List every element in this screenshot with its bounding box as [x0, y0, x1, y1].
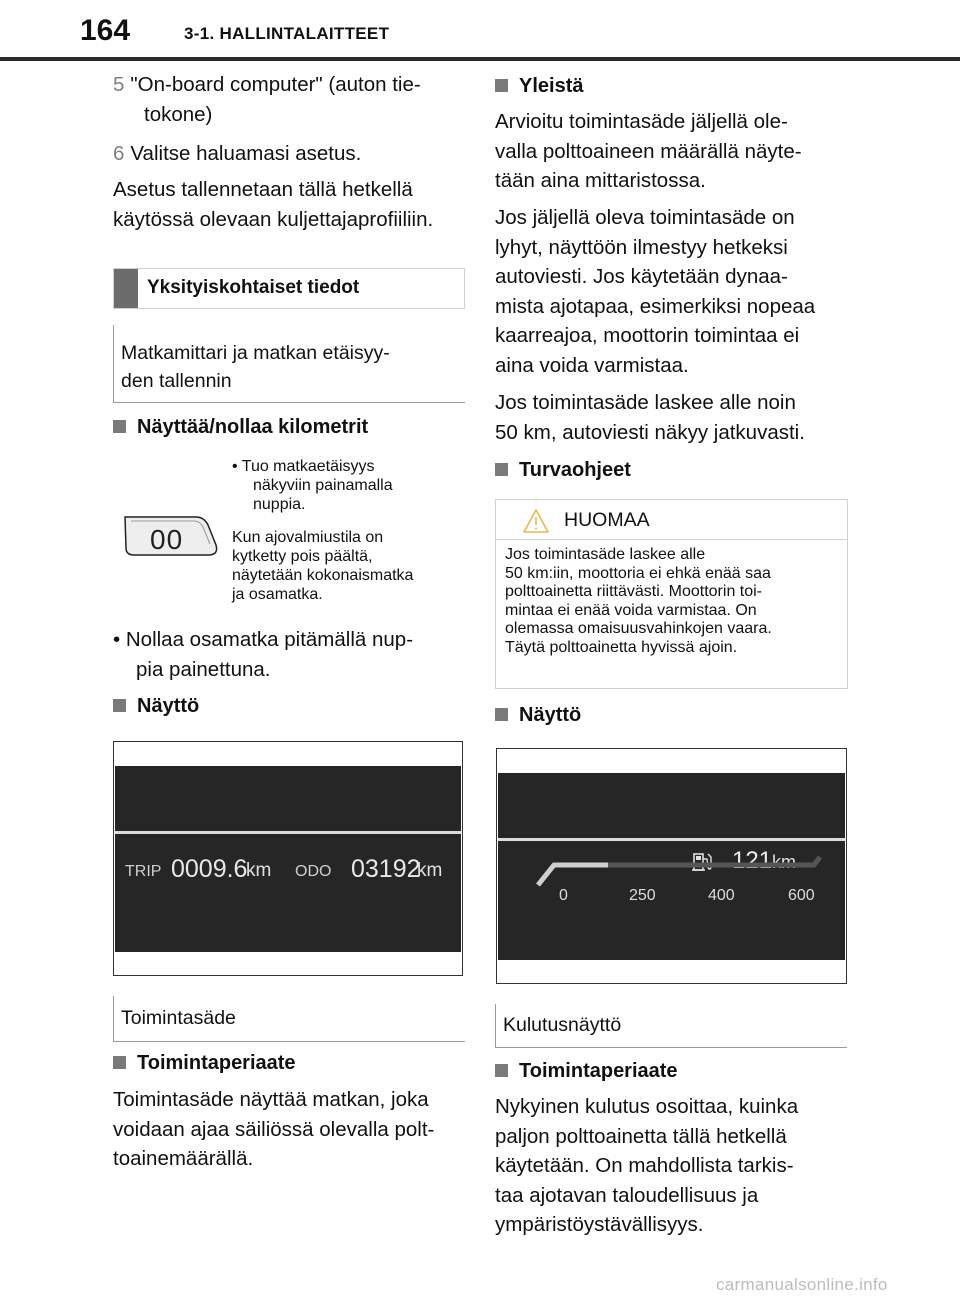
- warning-triangle-icon: [522, 508, 550, 534]
- warning-box: [495, 499, 848, 689]
- heading-display-right: [495, 702, 581, 728]
- text-line: tään aina mittaristossa.: [495, 169, 706, 192]
- text-line: näytetään kokonaismatka: [232, 567, 414, 584]
- text-line: Jos toimintasäde laskee alle noin: [495, 391, 796, 414]
- scale-tick-label: 250: [629, 887, 656, 904]
- text-line: aina voida varmistaa.: [495, 353, 689, 377]
- heading-text: Yleistä: [519, 75, 584, 97]
- detail-box-title: Yksityiskohtaiset tiedot: [147, 277, 360, 298]
- heading-text: Näyttö: [519, 704, 582, 726]
- text-line: autoviesti. Jos käytetään dynaa-: [495, 265, 788, 288]
- heading-square-icon: [495, 708, 508, 721]
- text-line: Nykyinen kulutus osoittaa, kuinka: [495, 1095, 799, 1118]
- display-line: [498, 838, 845, 841]
- trip-unit: km: [246, 860, 272, 881]
- warning-header: [496, 500, 847, 540]
- warning-text: [505, 546, 840, 658]
- section-title: 3-1. HALLINTALAITTEET: [184, 24, 390, 43]
- heading-text: Toimintaperiaate: [137, 1052, 296, 1074]
- trip-label: TRIP: [125, 863, 162, 880]
- consumption-caption: [495, 1004, 847, 1048]
- text-line: käytössä olevaan kuljettajaprofiiliin.: [113, 207, 434, 231]
- saved-paragraph: [113, 175, 483, 234]
- text-line: pia painettuna.: [136, 657, 271, 681]
- heading-general: [495, 73, 583, 99]
- knob-bullet: [232, 457, 467, 514]
- header-rule: [0, 57, 960, 61]
- text-line: Asetus tallennetaan tällä hetkellä: [113, 178, 413, 201]
- display-panel: [498, 773, 845, 960]
- heading-display-left: [113, 693, 199, 719]
- caption-line: Kulutusnäyttö: [503, 1014, 622, 1036]
- scale-tick-label: 400: [708, 887, 735, 904]
- text-line: ympäristöystävällisyys.: [495, 1213, 704, 1236]
- display-line: [115, 831, 461, 834]
- odo-unit: km: [417, 860, 443, 881]
- step-text: "On-board computer" (auton tie-: [130, 73, 421, 96]
- text-line: • Tuo matkaetäisyys: [232, 458, 375, 475]
- knob-note: [232, 528, 467, 604]
- heading-text: Näyttää/nollaa kilometrit: [137, 416, 369, 438]
- watermark: carmanualsonline.info: [716, 1275, 888, 1294]
- detail-caption: [113, 325, 465, 403]
- text-line: kaarreajoa, moottorin toimintaa ei: [495, 324, 800, 347]
- text-line: Täytä polttoainetta hyvissä ajoin.: [505, 638, 738, 656]
- short-range-paragraph: [495, 203, 865, 380]
- text-line: 50 km, autoviesti näkyy jatkuvasti.: [495, 420, 805, 444]
- text-line: Toimintasäde näyttää matkan, joka: [113, 1088, 429, 1111]
- detail-box-bar: [114, 269, 138, 308]
- heading-square-icon: [495, 1064, 508, 1077]
- scale-tick-label: 600: [788, 887, 815, 904]
- heading-show-reset: [113, 414, 368, 440]
- range-scale-bar: [534, 855, 824, 887]
- text-line: nuppia.: [253, 496, 306, 513]
- general-paragraph: [495, 107, 865, 196]
- range-unit: km: [772, 852, 796, 872]
- text-line: Kun ajovalmiustila on: [232, 529, 384, 546]
- text-line: olemassa omaisuusvahinkojen vaara.: [505, 620, 772, 638]
- warning-title: HUOMAA: [564, 509, 650, 531]
- text-line: ja osamatka.: [232, 586, 323, 603]
- text-line: polttoainetta riittävästi. Moottorin toi-: [505, 583, 763, 601]
- odo-value: 03192: [351, 855, 421, 883]
- range-value: 121: [732, 847, 773, 874]
- range-display-screenshot: [496, 748, 847, 984]
- step-number: 5: [113, 73, 125, 96]
- text-line: 50 km:iin, moottoria ei ehkä enää saa: [505, 564, 771, 582]
- heading-square-icon: [495, 463, 508, 476]
- consumption-paragraph: [495, 1092, 865, 1240]
- text-line: voidaan ajaa säiliössä olevalla polt-: [113, 1117, 435, 1141]
- below-50-paragraph: [495, 388, 865, 447]
- text-line: kytketty pois päältä,: [232, 548, 373, 565]
- heading-square-icon: [113, 1056, 126, 1069]
- knob-label: 00: [150, 524, 184, 555]
- text-line: näkyviin painamalla: [253, 477, 393, 494]
- step-6: [113, 139, 473, 169]
- caption-line: Matkamittari ja matkan etäisyy-: [121, 342, 390, 364]
- text-line: Jos toimintasäde laskee alle: [505, 546, 706, 563]
- text-line: paljon polttoainetta tällä hetkellä: [495, 1124, 787, 1148]
- caption-line: Toimintasäde: [121, 1007, 236, 1029]
- principle-paragraph: [113, 1085, 483, 1174]
- text-line: toainemäärällä.: [113, 1147, 254, 1170]
- trip-value: 0009.6: [171, 855, 248, 883]
- heading-square-icon: [113, 420, 126, 433]
- text-line: mista ajotapaa, esimerkiksi nopeaa: [495, 294, 816, 318]
- heading-safety: [495, 457, 631, 483]
- heading-principle-right: [495, 1058, 678, 1084]
- trip-display-screenshot: [113, 741, 463, 976]
- text-line: lyhyt, näyttöön ilmestyy hetkeksi: [495, 235, 788, 259]
- text-line: taa ajotavan taloudellisuus ja: [495, 1183, 759, 1207]
- caption-line: den tallennin: [121, 370, 232, 392]
- heading-text: Turvaohjeet: [519, 459, 631, 481]
- display-panel: [115, 766, 461, 952]
- text-line: • Nollaa osamatka pitämällä nup-: [113, 628, 414, 651]
- heading-square-icon: [495, 79, 508, 92]
- page-number: 164: [80, 14, 131, 47]
- heading-principle-left: [113, 1050, 296, 1076]
- reset-bullet: [113, 625, 473, 684]
- step-text: Valitse haluamasi asetus.: [130, 142, 362, 165]
- scale-tick-label: 0: [559, 887, 568, 904]
- text-line: mintaa ei enää voida varmistaa. On: [505, 601, 757, 619]
- step-text: tokone): [144, 102, 213, 126]
- detail-box: [113, 268, 465, 309]
- range-caption: [113, 996, 465, 1042]
- text-line: Jos jäljellä oleva toimintasäde on: [495, 206, 795, 229]
- step-5: [113, 70, 473, 129]
- heading-text: Näyttö: [137, 695, 200, 717]
- text-line: Arvioitu toimintasäde jäljellä ole-: [495, 110, 788, 133]
- heading-square-icon: [113, 699, 126, 712]
- odo-label: ODO: [295, 863, 332, 880]
- heading-text: Toimintaperiaate: [519, 1060, 678, 1082]
- text-line: valla polttoaineen määrällä näyte-: [495, 139, 802, 163]
- step-number: 6: [113, 142, 125, 165]
- text-line: käytetään. On mahdollista tarkis-: [495, 1154, 794, 1177]
